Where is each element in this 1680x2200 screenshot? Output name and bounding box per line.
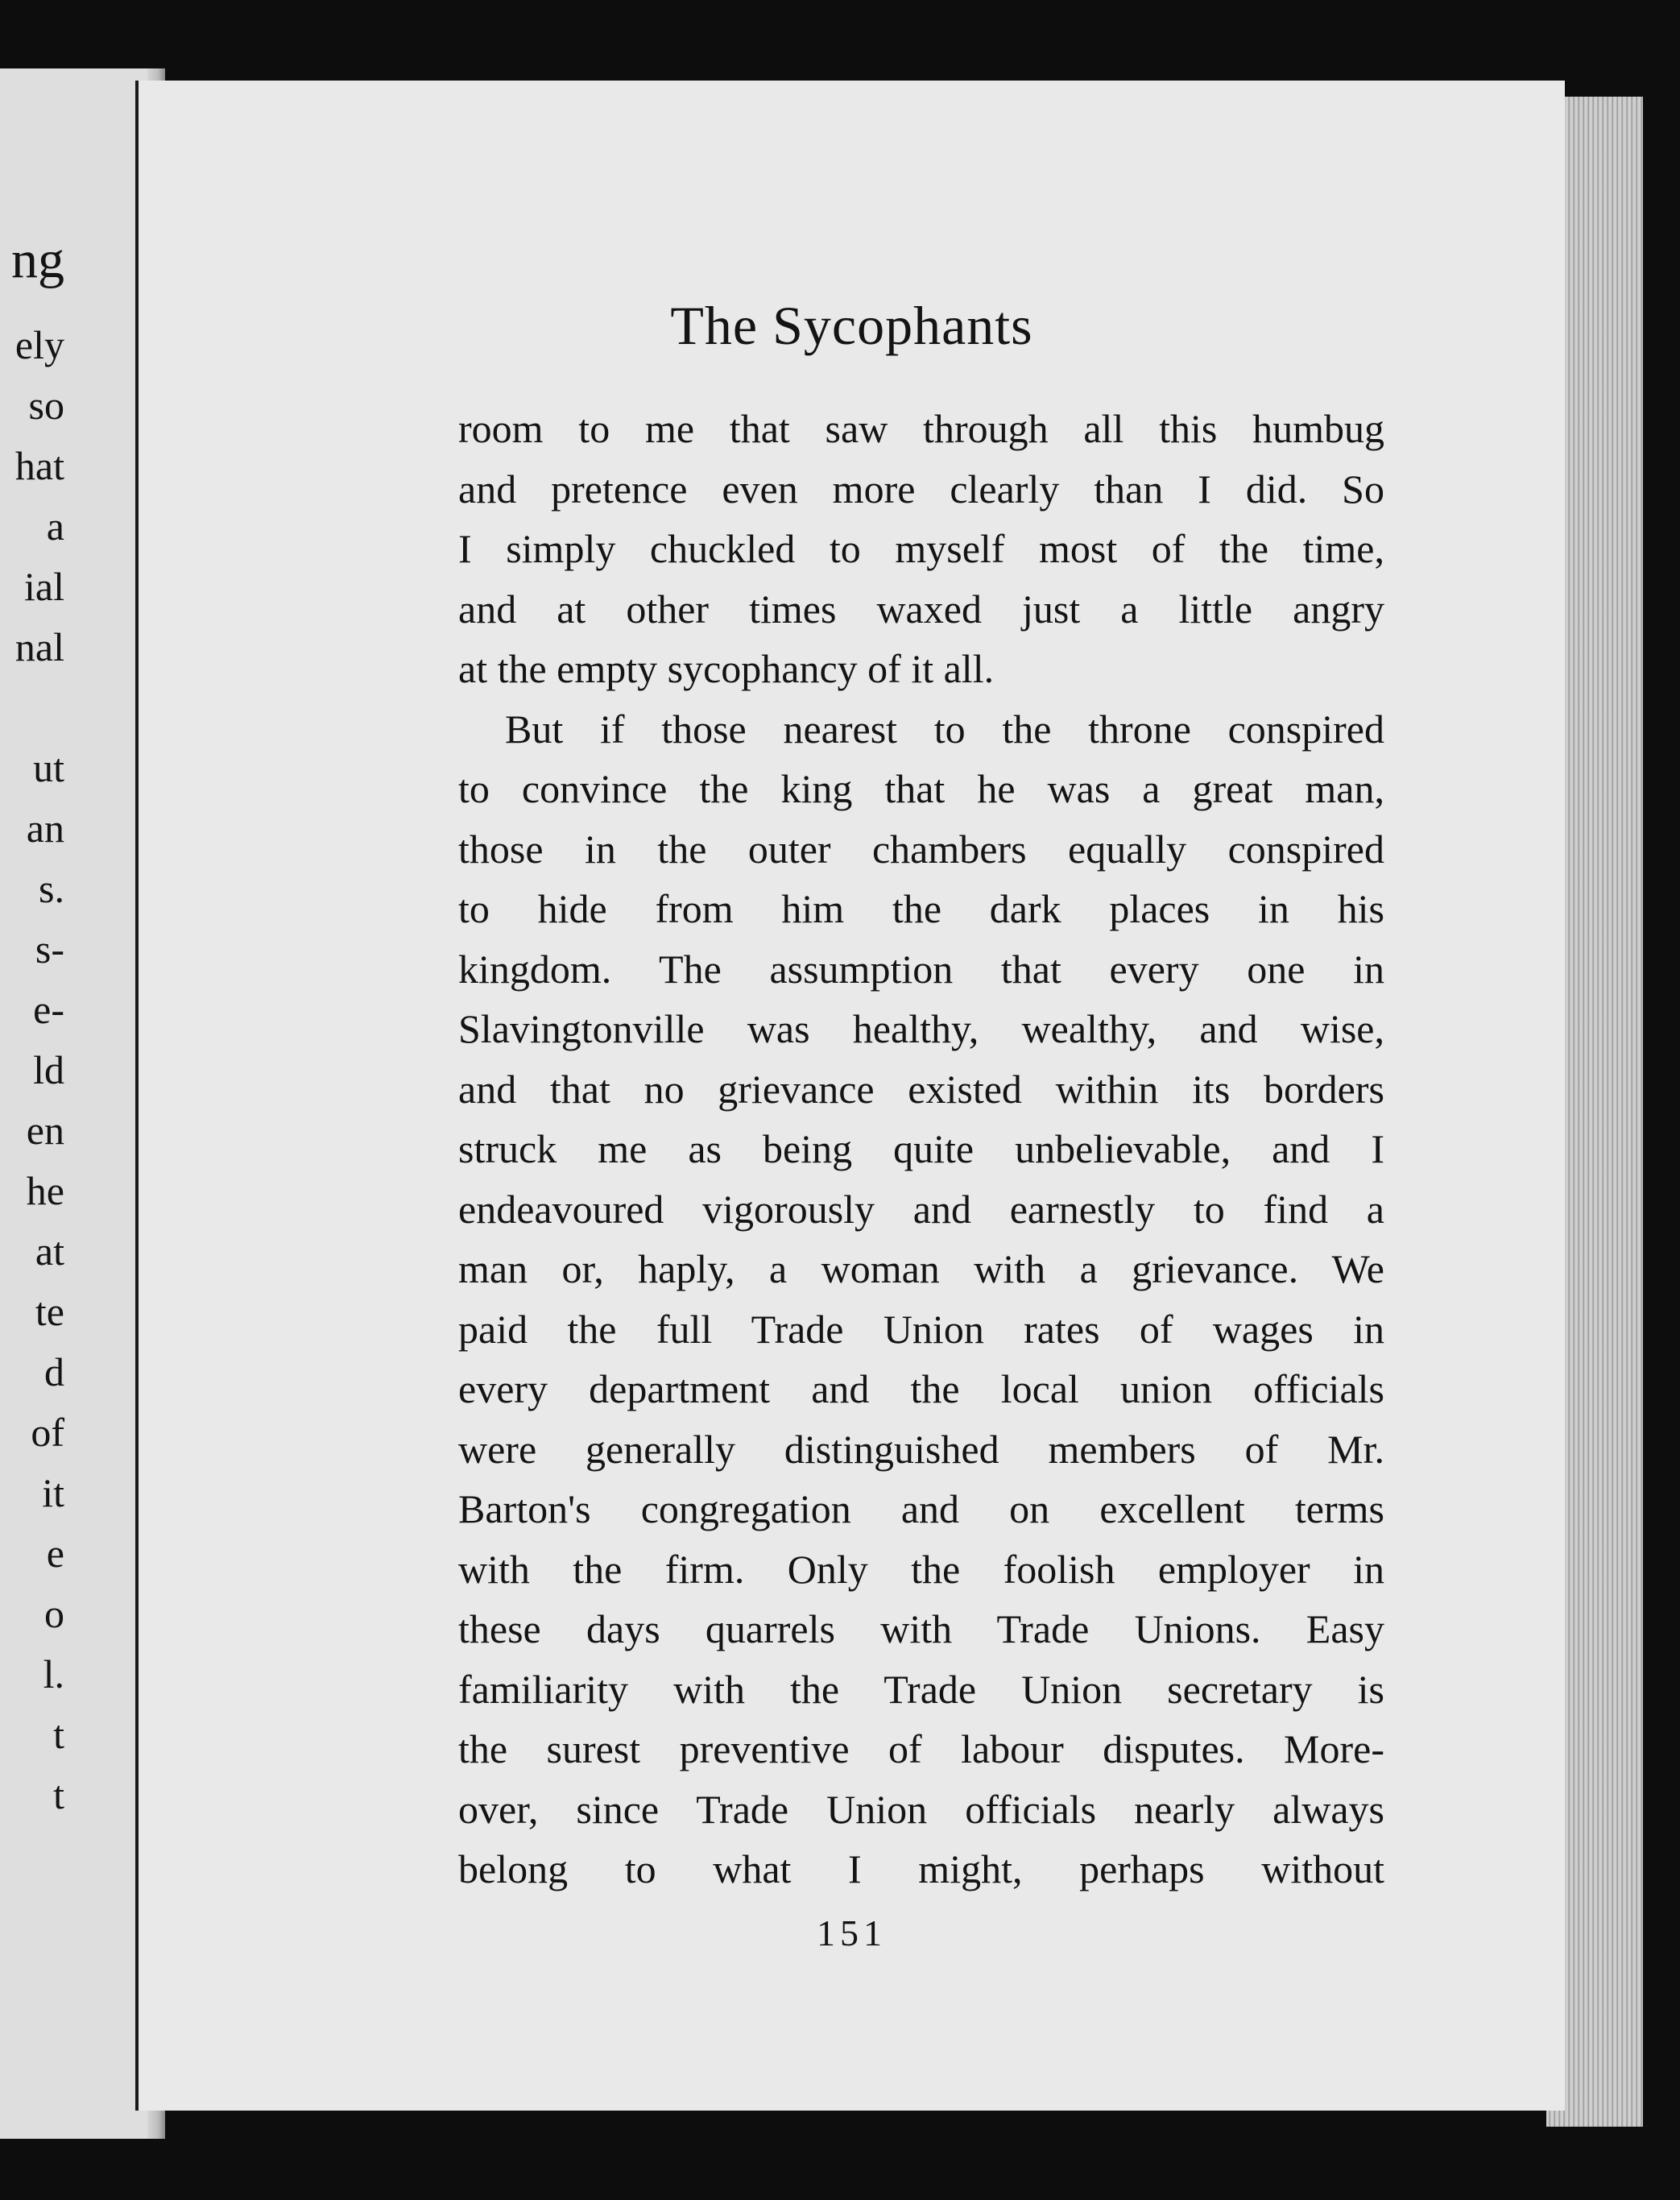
left-fragment: hat bbox=[14, 443, 64, 488]
left-fragment: l. bbox=[43, 1651, 64, 1697]
text-line: paid the full Trade Union rates of wages in bbox=[458, 1306, 1384, 1352]
text-line: I simply chuckled to myself most of the time, bbox=[458, 526, 1384, 571]
text-line: But if those nearest to the throne conspired bbox=[505, 706, 1384, 752]
left-fragment: of bbox=[31, 1410, 64, 1455]
left-fragment: s- bbox=[35, 926, 64, 972]
left-fragment: o bbox=[44, 1591, 64, 1636]
left-fragment: te bbox=[35, 1289, 64, 1334]
text-line: to convince the king that he was a great man, bbox=[458, 766, 1384, 811]
left-fragment: ld bbox=[33, 1047, 64, 1092]
text-line: and at other times waxed just a little angry bbox=[458, 586, 1384, 632]
left-fragment: at bbox=[35, 1228, 64, 1274]
text-line: every department and the local union officials bbox=[458, 1366, 1384, 1411]
left-page-text-fragments bbox=[0, 68, 64, 2139]
left-fragment: en bbox=[26, 1108, 64, 1153]
left-fragment: ial bbox=[24, 564, 64, 609]
left-fragment: s. bbox=[39, 866, 64, 911]
text-line: room to me that saw through all this humbug bbox=[458, 406, 1384, 451]
left-fragment: ng bbox=[11, 230, 64, 289]
page-number: 151 bbox=[817, 1912, 887, 1953]
left-fragment: e bbox=[46, 1531, 64, 1576]
text-line: those in the outer chambers equally conspired bbox=[458, 826, 1384, 872]
left-fragment: an bbox=[26, 806, 64, 851]
left-fragment: ely bbox=[14, 322, 64, 367]
text-line: the surest preventive of labour disputes. More- bbox=[458, 1726, 1384, 1771]
text-line: familiarity with the Trade Union secretary is bbox=[458, 1666, 1384, 1712]
left-fragment: it bbox=[42, 1470, 64, 1515]
text-line: kingdom. The assumption that every one in bbox=[458, 946, 1384, 992]
text-line: with the firm. Only the foolish employer in bbox=[458, 1546, 1384, 1592]
text-line: struck me as being quite unbelievable, and I bbox=[458, 1126, 1384, 1171]
text-line: Slavingtonville was healthy, wealthy, and wise, bbox=[458, 1006, 1384, 1051]
left-fragment: a bbox=[46, 503, 64, 549]
text-line: and pretence even more clearly than I did. So bbox=[458, 466, 1384, 512]
left-fragment: nal bbox=[14, 624, 64, 669]
right-page bbox=[135, 81, 1565, 2111]
text-line: endeavoured vigorously and earnestly to find a bbox=[458, 1186, 1384, 1232]
body-text bbox=[458, 399, 1384, 1900]
left-fragment: d bbox=[44, 1349, 64, 1394]
text-line: at the empty sycophancy of it all. bbox=[458, 646, 995, 691]
left-fragment: t bbox=[53, 1772, 64, 1817]
text-line: to hide from him the dark places in his bbox=[458, 886, 1384, 931]
left-fragment: he bbox=[26, 1168, 64, 1213]
text-line: and that no grievance existed within its borders bbox=[458, 1066, 1384, 1112]
text-line: were generally distinguished members of Mr. bbox=[458, 1426, 1384, 1472]
text-line: these days quarrels with Trade Unions. Easy bbox=[458, 1606, 1384, 1651]
text-line: over, since Trade Union officials nearly always bbox=[458, 1786, 1384, 1832]
left-fragment: ut bbox=[33, 745, 64, 790]
left-fragment: so bbox=[28, 383, 64, 428]
left-fragment: t bbox=[53, 1712, 64, 1757]
text-line: Barton's congregation and on excellent terms bbox=[458, 1486, 1384, 1531]
text-line: man or, haply, a woman with a grievance. We bbox=[458, 1246, 1384, 1291]
text-line: belong to what I might, perhaps without bbox=[458, 1846, 1384, 1891]
running-head: The Sycophants bbox=[670, 295, 1033, 356]
left-fragment: e- bbox=[33, 987, 64, 1032]
